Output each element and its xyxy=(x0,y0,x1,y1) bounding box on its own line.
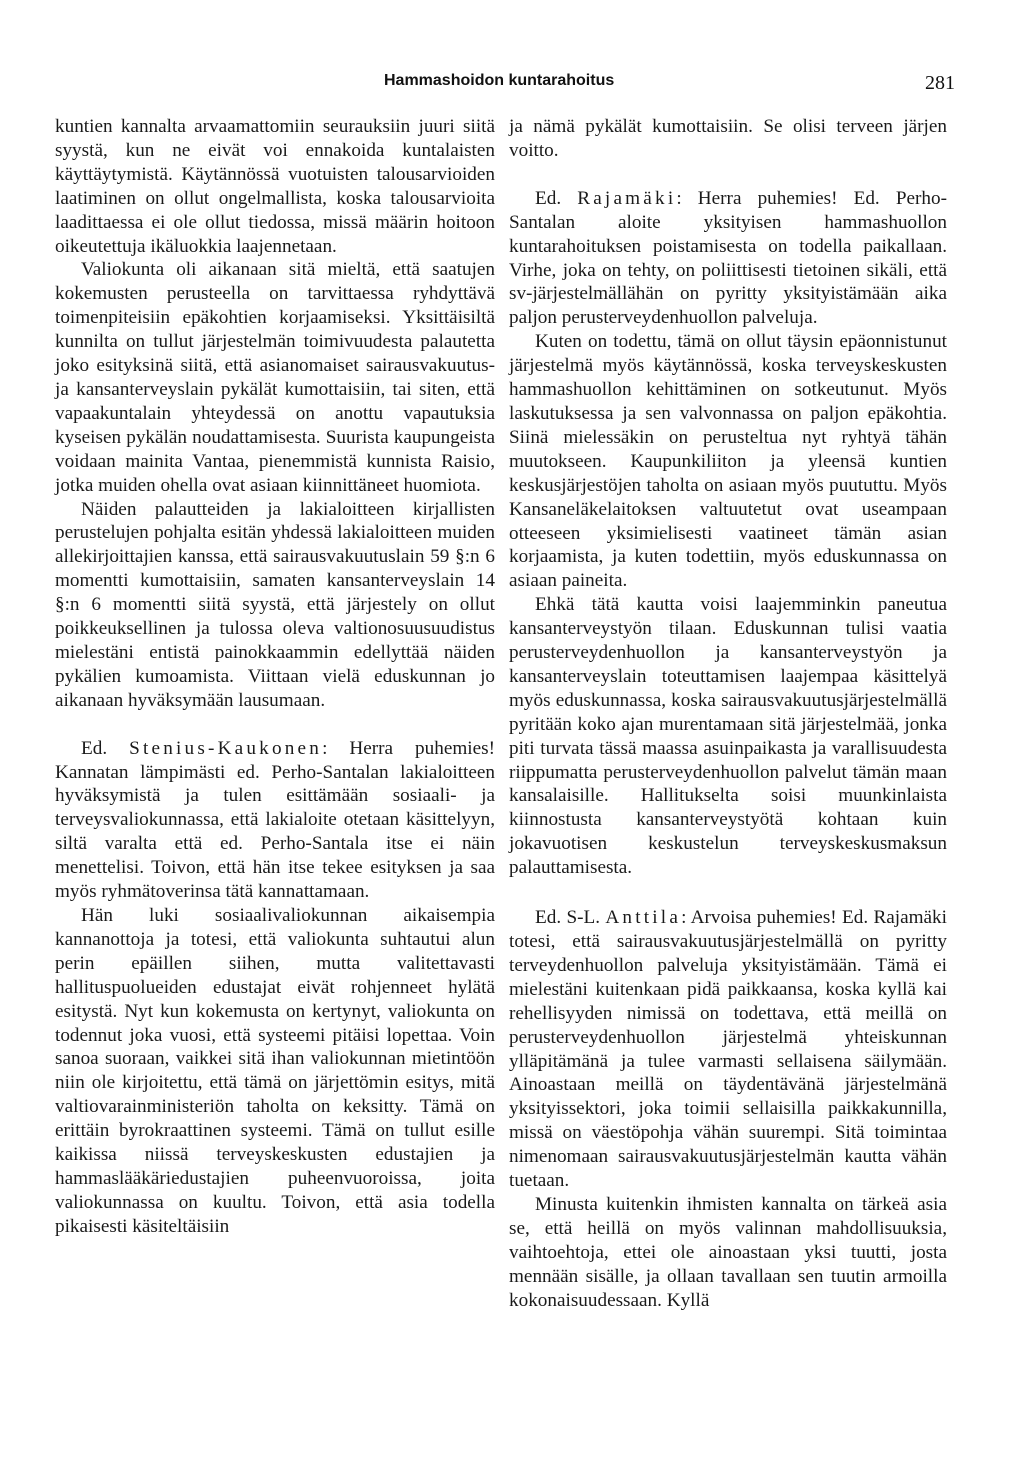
speech-text: : Herra puhemies! Kannatan lämpimästi ed. Perho-Santalan lakialoitteen hyväksymistä ja tulen esittämään sosiaali- ja terveysvaliokunnassa, että lakialoite otetaan käsittelyyn, siltä varalta että ed. Perho-Santala itse ei näin menettelisi. Toivon, että hän itse tekee esityksen ja saa myös ryhmätoverinsa tätä kannattamaan. xyxy=(55,737,495,903)
speech-anttila xyxy=(509,906,947,1193)
speech-text: : Arvoisa puhemies! Ed. Rajamäki totesi, että sairausvakuutusjärjestelmällä on pyritty terveydenhuollon palveluja yksityistämään. Tämä ei mielestäni kuitenkaan pidä paikkaansa, koska kyllä kai rehellisyyden nimissä on todettava, että meillä on perusterveydenhuollon järjestelmä yhteiskunnan ylläpitämänä ja tulee varmasti sellaisena säilymään. Ainoastaan meillä on täydentävänä järjestelmänä yksityissektori, joka toimii sellaisilla paikkakunnilla, missä on väestöpohja vähän suurempi. Sitä toimintaa nimenomaan sairausvakuutusjärjestelmän kautta vähän tuetaan. xyxy=(509,907,947,1192)
speaker-name: Rajamäki xyxy=(577,187,677,209)
paragraph: Kuten on todettu, tämä on ollut täysin epäonnistunut järjestelmä myös käytännössä, koska terveyskeskusten hammashuollon kehittäminen on sotkeutunut. Myös laskutuksessa ja sen valvonnassa on paljon epäkohtia. Siinä mielessäkin on perusteltua nyt ryhtyä tähän muutokseen. Kaupunkiliiton ja yleensä kuntien keskusjärjestöjen taholta on asiaan myös puututtu. Myös Kansaneläkelaitoksen valtuutetut ovat useampaan otteeseen yksimielisesti vaatineet tämän asian korjaamista, ja kuten todettiin, myös eduskunnassa on asiaan paineita. xyxy=(509,331,947,592)
speaker-name: Anttila xyxy=(605,907,682,929)
speaker-title: Ed. xyxy=(81,737,130,759)
page-header xyxy=(0,72,1024,102)
paragraph: Ehkä tätä kautta voisi laajemminkin paneutua kansanterveystyön tilaan. Eduskunnan tulisi vaatia perusterveydenhuollon ja kansanterveystyön ja kansanterveyslain toteuttamisen laajempaa käsittelyä myös eduskunnassa, koska sairausvakuutusjärjestelmällä pyritään koko ajan murentamaan sitä järjestelmää, jonka piti turvata tässä maassa asuinpaikasta ja varallisuudesta riippumatta perusterveydenhuollon palvelut tämän maan kansalaisille. Hallitukselta soisi muunkinlaista kiinnostusta kansanterveystyötä kohtaan kuin jokavuotisen keskustelun terveyskeskusmaksun palauttamisesta. xyxy=(509,594,947,879)
running-title: Hammashoidon kuntarahoitus xyxy=(384,72,615,89)
speaker-title: Ed. xyxy=(535,187,578,209)
paragraph-continued: kuntien kannalta arvaamattomiin seurauksiin juuri siitä syystä, kun ne eivät voi ennakoida kuntalaisten käyttäytymistä. Käytännössä vuotuisten talousarvioiden laatiminen on ollut ongelmallista, koska talousarvioita laadittaessa ei ole ollut tiedossa, missä määrin hoitoon oikeutettuja ikäluokkia laajennetaan. xyxy=(55,116,495,257)
speech-text: : Herra puhemies! Ed. Perho-Santalan aloite yksityisen hammashuollon kuntarahoituksen poistamisesta on todella paikallaan. Virhe, joka on tehty, on poliittisesti tietoinen sikäli, että sv-järjestelmällähän on pyritty yksityistämään aika paljon perusterveydenhuollon palveluja. xyxy=(509,187,947,329)
speaker-name: Stenius-Kaukonen xyxy=(129,737,323,759)
paragraph: Näiden palautteiden ja lakialoitteen kirjallisten perustelujen pohjalta esitän yhdessä lakialoitteen muiden allekirjoittajien kanssa, että sairausvakuutuslain 59 §:n 6 momentti kumottaisiin, samaten kansanterveyslain 14 §:n 6 momentti siitä syystä, että järjestely on ollut poikkeuksellinen ja tulossa oleva valtionosuusuudistus mielestäni entistä painokkaammin edellyttää näiden pykälien kumoamista. Viittaan vielä eduskunnan jo aikanaan hyväksymään lausumaan. xyxy=(55,498,495,711)
speaker-title: Ed. S-L. xyxy=(535,907,606,929)
paragraph-continued: ja nämä pykälät kumottaisiin. Se olisi terveen järjen voitto. xyxy=(509,116,947,161)
speech-stenius-kaukonen xyxy=(55,737,495,904)
paragraph: Valiokunta oli aikanaan sitä mieltä, että saatujen kokemusten perusteella on tarvittaessa ryhdyttävä toimenpiteisiin epäkohtien korjaamiseksi. Yksittäisiltä kunnilta on tullut järjestelmän toimivuudesta palautetta joko esityksinä siitä, että asianomaiset sairausvakuutus- ja kansanterveyslain pykälät kumottaisiin, tai siten, että vapaakuntalain yhteydessä on anottu vapautuksia kyseisen pykälän noudattamisesta. Suurista kaupungeista voidaan mainita Vantaa, pienemmistä kunnista Raisio, jotka muiden ohella ovat asiaan kiinnittäneet huomiota. xyxy=(55,259,495,496)
paragraph: Minusta kuitenkin ihmisten kannalta on tärkeä asia se, että heillä on myös valinnan mahdollisuuksia, vaihtoehtoja, ettei ole ainoastaan yksi tuutti, josta mennään sisälle, ja ollaan tavallaan sen tuutin armoilla kokonaisuudessaan. Kyllä xyxy=(509,1193,947,1311)
left-column xyxy=(55,115,495,1239)
page-number: 281 xyxy=(925,72,955,94)
paragraph: Hän luki sosiaalivaliokunnan aikaisempia kannanottoja ja totesi, että valiokunta suhtautui alun perin epäillen siihen, mutta valitettavasti hallituspuolueiden edustajat eivät rohjenneet hylätä esitystä. Nyt kun kokemusta on kertynyt, valiokunta on todennut joka vuosi, että systeemi pitäisi lopettaa. Voin sanoa suoraan, vaikkei sitä ihan valiokunnan mietintöön niin ole kirjoitettu, että tämä on järjettömin esitys, mitä valtiovarainministeriön taholta on keksitty. Tämä on erittäin byrokraattinen systeemi. Tämä on tullut esille kaikissa niissä terveyskeskusten edustajien ja hammaslääkäriedustajien puheenvuoroissa, joita valiokunnassa on kuultu. Toivon, että asia todella pikaisesti käsiteltäisiin xyxy=(55,905,495,1237)
right-column xyxy=(509,115,947,1313)
speech-rajamaki xyxy=(509,187,947,330)
